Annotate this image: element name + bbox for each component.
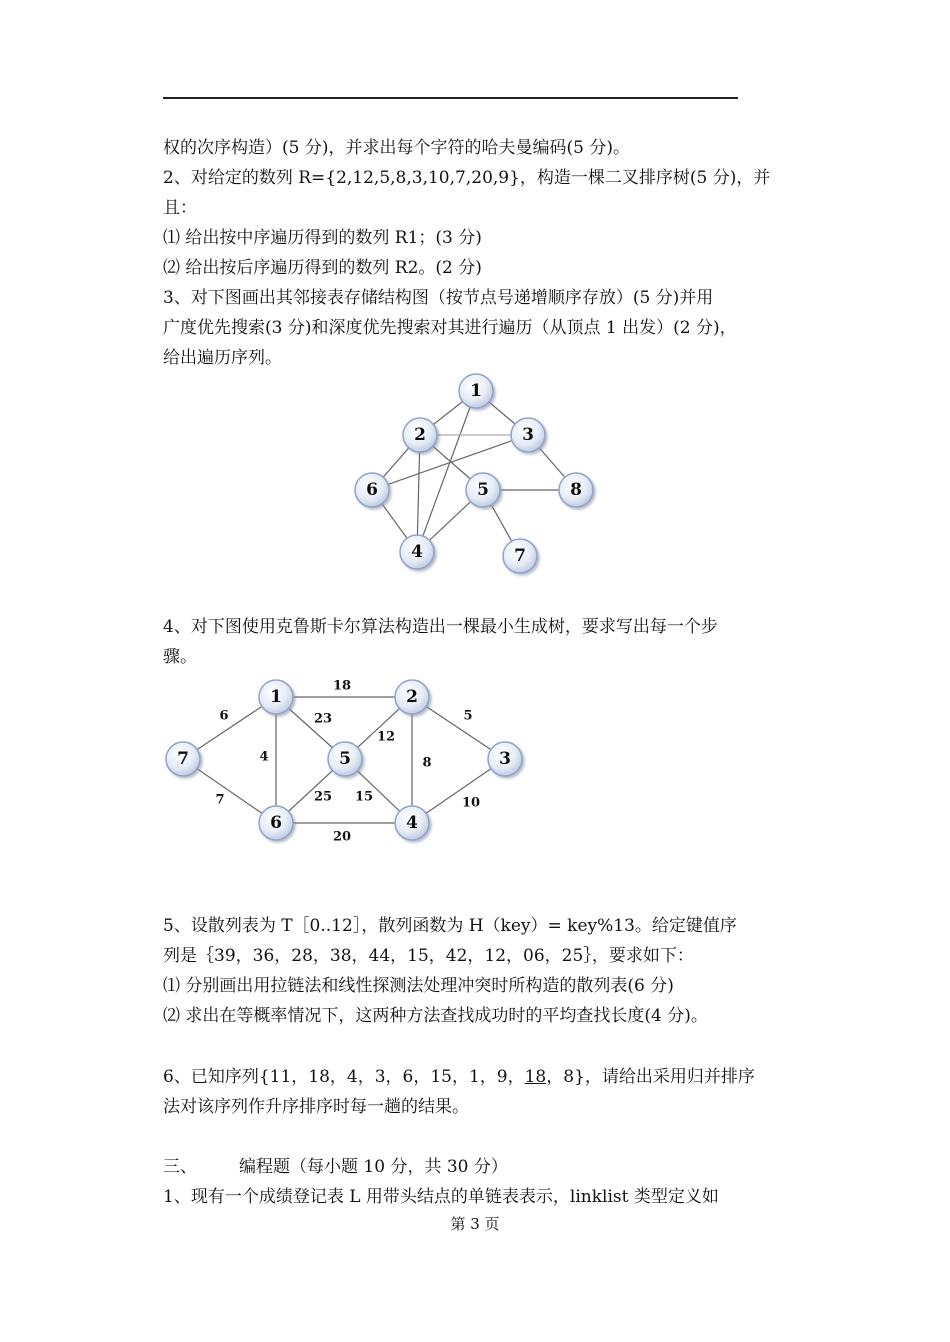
graph2-node-7: [166, 742, 200, 776]
graph2-node-3: [488, 742, 522, 776]
page-number: 第 3 页: [450, 1215, 500, 1233]
svg-text:5: 5: [339, 749, 351, 769]
text-line: 列是｛39，36，28，38，44，15，42，12，06，25｝，要求如下：: [163, 946, 694, 966]
text-line: 法对该序列作升序排序时每一趟的结果。: [163, 1097, 469, 1117]
graph1-node-6: [355, 473, 389, 507]
edge-weight: 6: [219, 708, 229, 724]
graph1-node-2: [403, 418, 437, 452]
graph2-node-4: [395, 806, 429, 840]
svg-text:3: 3: [499, 749, 511, 769]
text-line: 广度优先搜索(3 分)和深度优先搜索对其进行遍历（从顶点 1 出发）(2 分)，: [163, 318, 737, 338]
text-line: ⑵ 给出按后序遍历得到的数列 R2。(2 分): [163, 258, 482, 278]
svg-text:8: 8: [570, 480, 582, 500]
graph1-node-7: [503, 539, 537, 573]
graph2-node-6: [259, 806, 293, 840]
question-2: 2、对给定的数列 R={2,12,5,8,3,10,7,20,9}，构造一棵二叉排序树(5 分)，并: [163, 168, 771, 188]
svg-text:1: 1: [270, 687, 282, 707]
graph1-node-8: [559, 473, 593, 507]
section-title: 编程题（每小题 10 分，共 30 分）: [239, 1157, 508, 1177]
graph1-node-5: [466, 473, 500, 507]
underlined-number: 18: [524, 1067, 547, 1087]
text-line: ⑴ 分别画出用拉链法和线性探测法处理冲突时所构造的散列表(6 分): [163, 976, 674, 996]
text-line: 且：: [163, 198, 197, 218]
svg-text:2: 2: [414, 425, 426, 445]
edge-weight: 12: [376, 729, 396, 745]
graph1: [355, 374, 593, 573]
graph2: [166, 679, 522, 845]
svg-text:7: 7: [514, 546, 526, 566]
svg-text:4: 4: [411, 542, 423, 562]
graph1-node-3: [511, 418, 545, 452]
section-number: 三、: [163, 1157, 197, 1177]
svg-text:1: 1: [470, 381, 482, 401]
graph1-node-1: [459, 374, 493, 408]
edge-weight: 8: [422, 755, 432, 771]
text-line: 权的次序构造）(5 分)，并求出每个字符的哈夫曼编码(5 分)。: [163, 138, 630, 158]
text-line: ⑴ 给出按中序遍历得到的数列 R1；(3 分): [163, 228, 482, 248]
text-span: ，8}，请给出采用归并排序: [546, 1067, 755, 1087]
graph2-node-5: [328, 742, 362, 776]
graph2-node-2: [395, 680, 429, 714]
svg-text:4: 4: [406, 813, 418, 833]
edge-weight: 10: [461, 795, 481, 811]
question-4: 4、对下图使用克鲁斯卡尔算法构造出一棵最小生成树，要求写出每一个步: [163, 617, 718, 637]
svg-text:6: 6: [270, 813, 282, 833]
svg-text:6: 6: [366, 480, 378, 500]
edge-weight: 25: [313, 789, 333, 805]
svg-text:2: 2: [406, 687, 418, 707]
text-line: 骤。: [163, 647, 197, 667]
edge-weight: 7: [215, 792, 225, 808]
text-line: ⑵ 求出在等概率情况下，这两种方法查找成功时的平均查找长度(4 分)。: [163, 1006, 708, 1026]
edge-weight: 4: [259, 749, 269, 765]
edge-weight: 23: [313, 711, 333, 727]
question-5: 5、设散列表为 T［0..12］，散列函数为 H（key）= key%13。给定键值序: [163, 916, 737, 936]
question-prog-1: 1、现有一个成绩登记表 L 用带头结点的单链表表示，linklist 类型定义如: [163, 1187, 719, 1207]
svg-text:3: 3: [522, 425, 534, 445]
edge-weight: 5: [463, 708, 473, 724]
graph2-node-1: [259, 680, 293, 714]
svg-text:7: 7: [177, 749, 189, 769]
edge-weight: 20: [332, 829, 352, 845]
question-3: 3、对下图画出其邻接表存储结构图（按节点号递增顺序存放）(5 分)并用: [163, 288, 714, 308]
text-line: 给出遍历序列。: [163, 348, 282, 368]
graph1-node-4: [400, 535, 434, 569]
edge-weight: 18: [332, 678, 352, 694]
svg-text:5: 5: [477, 480, 489, 500]
edge-weight: 15: [354, 789, 374, 805]
text-span: 6、已知序列{11，18，4，3，6，15，1，9，: [163, 1067, 525, 1087]
